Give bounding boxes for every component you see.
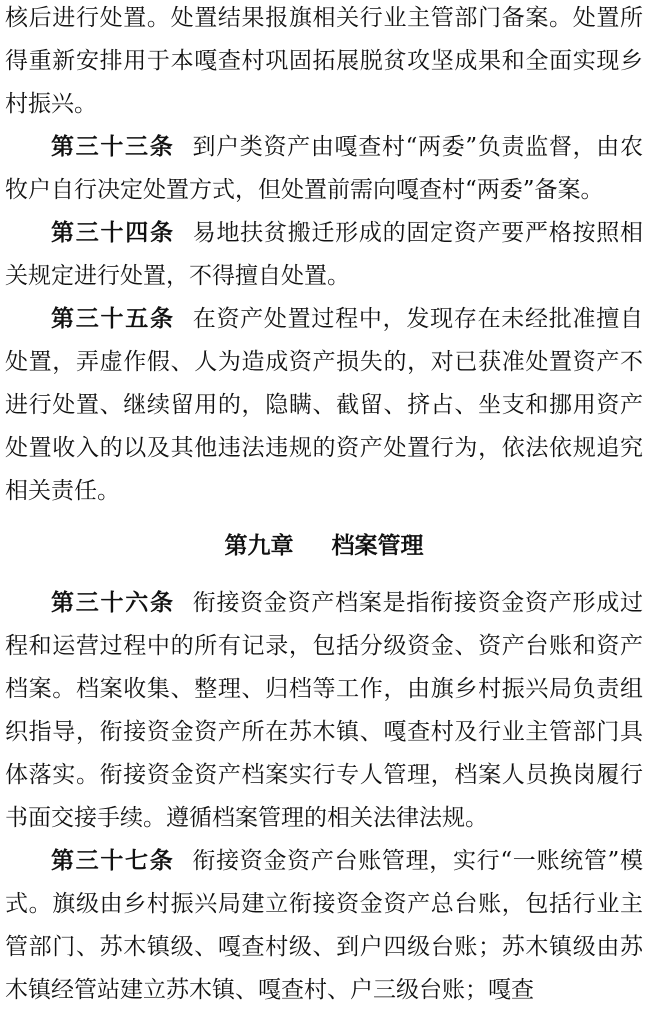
article-text: 在资产处置过程中，发现存在未经批准擅自处置，弄虚作假、人为造成资产损失的，对已获准处置资产不进行处置、继续留用的，隐瞒、截留、挤占、坐支和挪用资产处置收入的以及其他违法违规的资产处置行为，依法依规追究相关责任。 [5,306,644,504]
article-37 [5,840,643,1012]
article-35 [5,298,643,513]
article-heading: 第三十七条 [51,848,175,874]
article-heading: 第三十四条 [51,220,175,246]
article-34 [5,212,643,298]
chapter-heading [5,525,643,568]
paragraph-text: 核后进行处置。处置结果报旗相关行业主管部门备案。处置所得重新安排用于本嘎查村巩固拓展脱贫攻坚成果和全面实现乡村振兴。 [5,5,643,117]
article-text: 易地扶贫搬迁形成的固定资产要严格按照相关规定进行处置，不得擅自处置。 [5,220,644,289]
article-text: 衔接资金资产台账管理，实行“一账统管”模式。旗级由乡村振兴局建立衔接资金资产总台账，包括行业主管部门、苏木镇级、嘎查村级、到户四级台账；苏木镇级由苏木镇经管站建立苏木镇、嘎查村、户三级台账；嘎查 [5,848,643,1003]
article-heading: 第三十三条 [51,134,175,160]
paragraph-continued [5,0,643,126]
article-text: 到户类资产由嘎查村“两委”负责监督，由农牧户自行决定处置方式，但处置前需向嘎查村“两委”备案。 [5,134,643,203]
article-heading: 第三十六条 [51,590,175,616]
article-text: 衔接资金资产档案是指衔接资金资产形成过程和运营过程中的所有记录，包括分级资金、资产台账和资产档案。档案收集、整理、归档等工作，由旗乡村振兴局负责组织指导，衔接资金资产所在苏木镇、嘎查村及行业主管部门具体落实。衔接资金资产档案实行专人管理，档案人员换岗履行书面交接手续。遵循档案管理的相关法律法规。 [5,590,644,831]
chapter-number: 第九章 [224,533,294,559]
chapter-title: 档案管理 [331,533,424,559]
article-heading: 第三十五条 [51,306,175,332]
article-33 [5,126,643,212]
article-36 [5,582,643,840]
